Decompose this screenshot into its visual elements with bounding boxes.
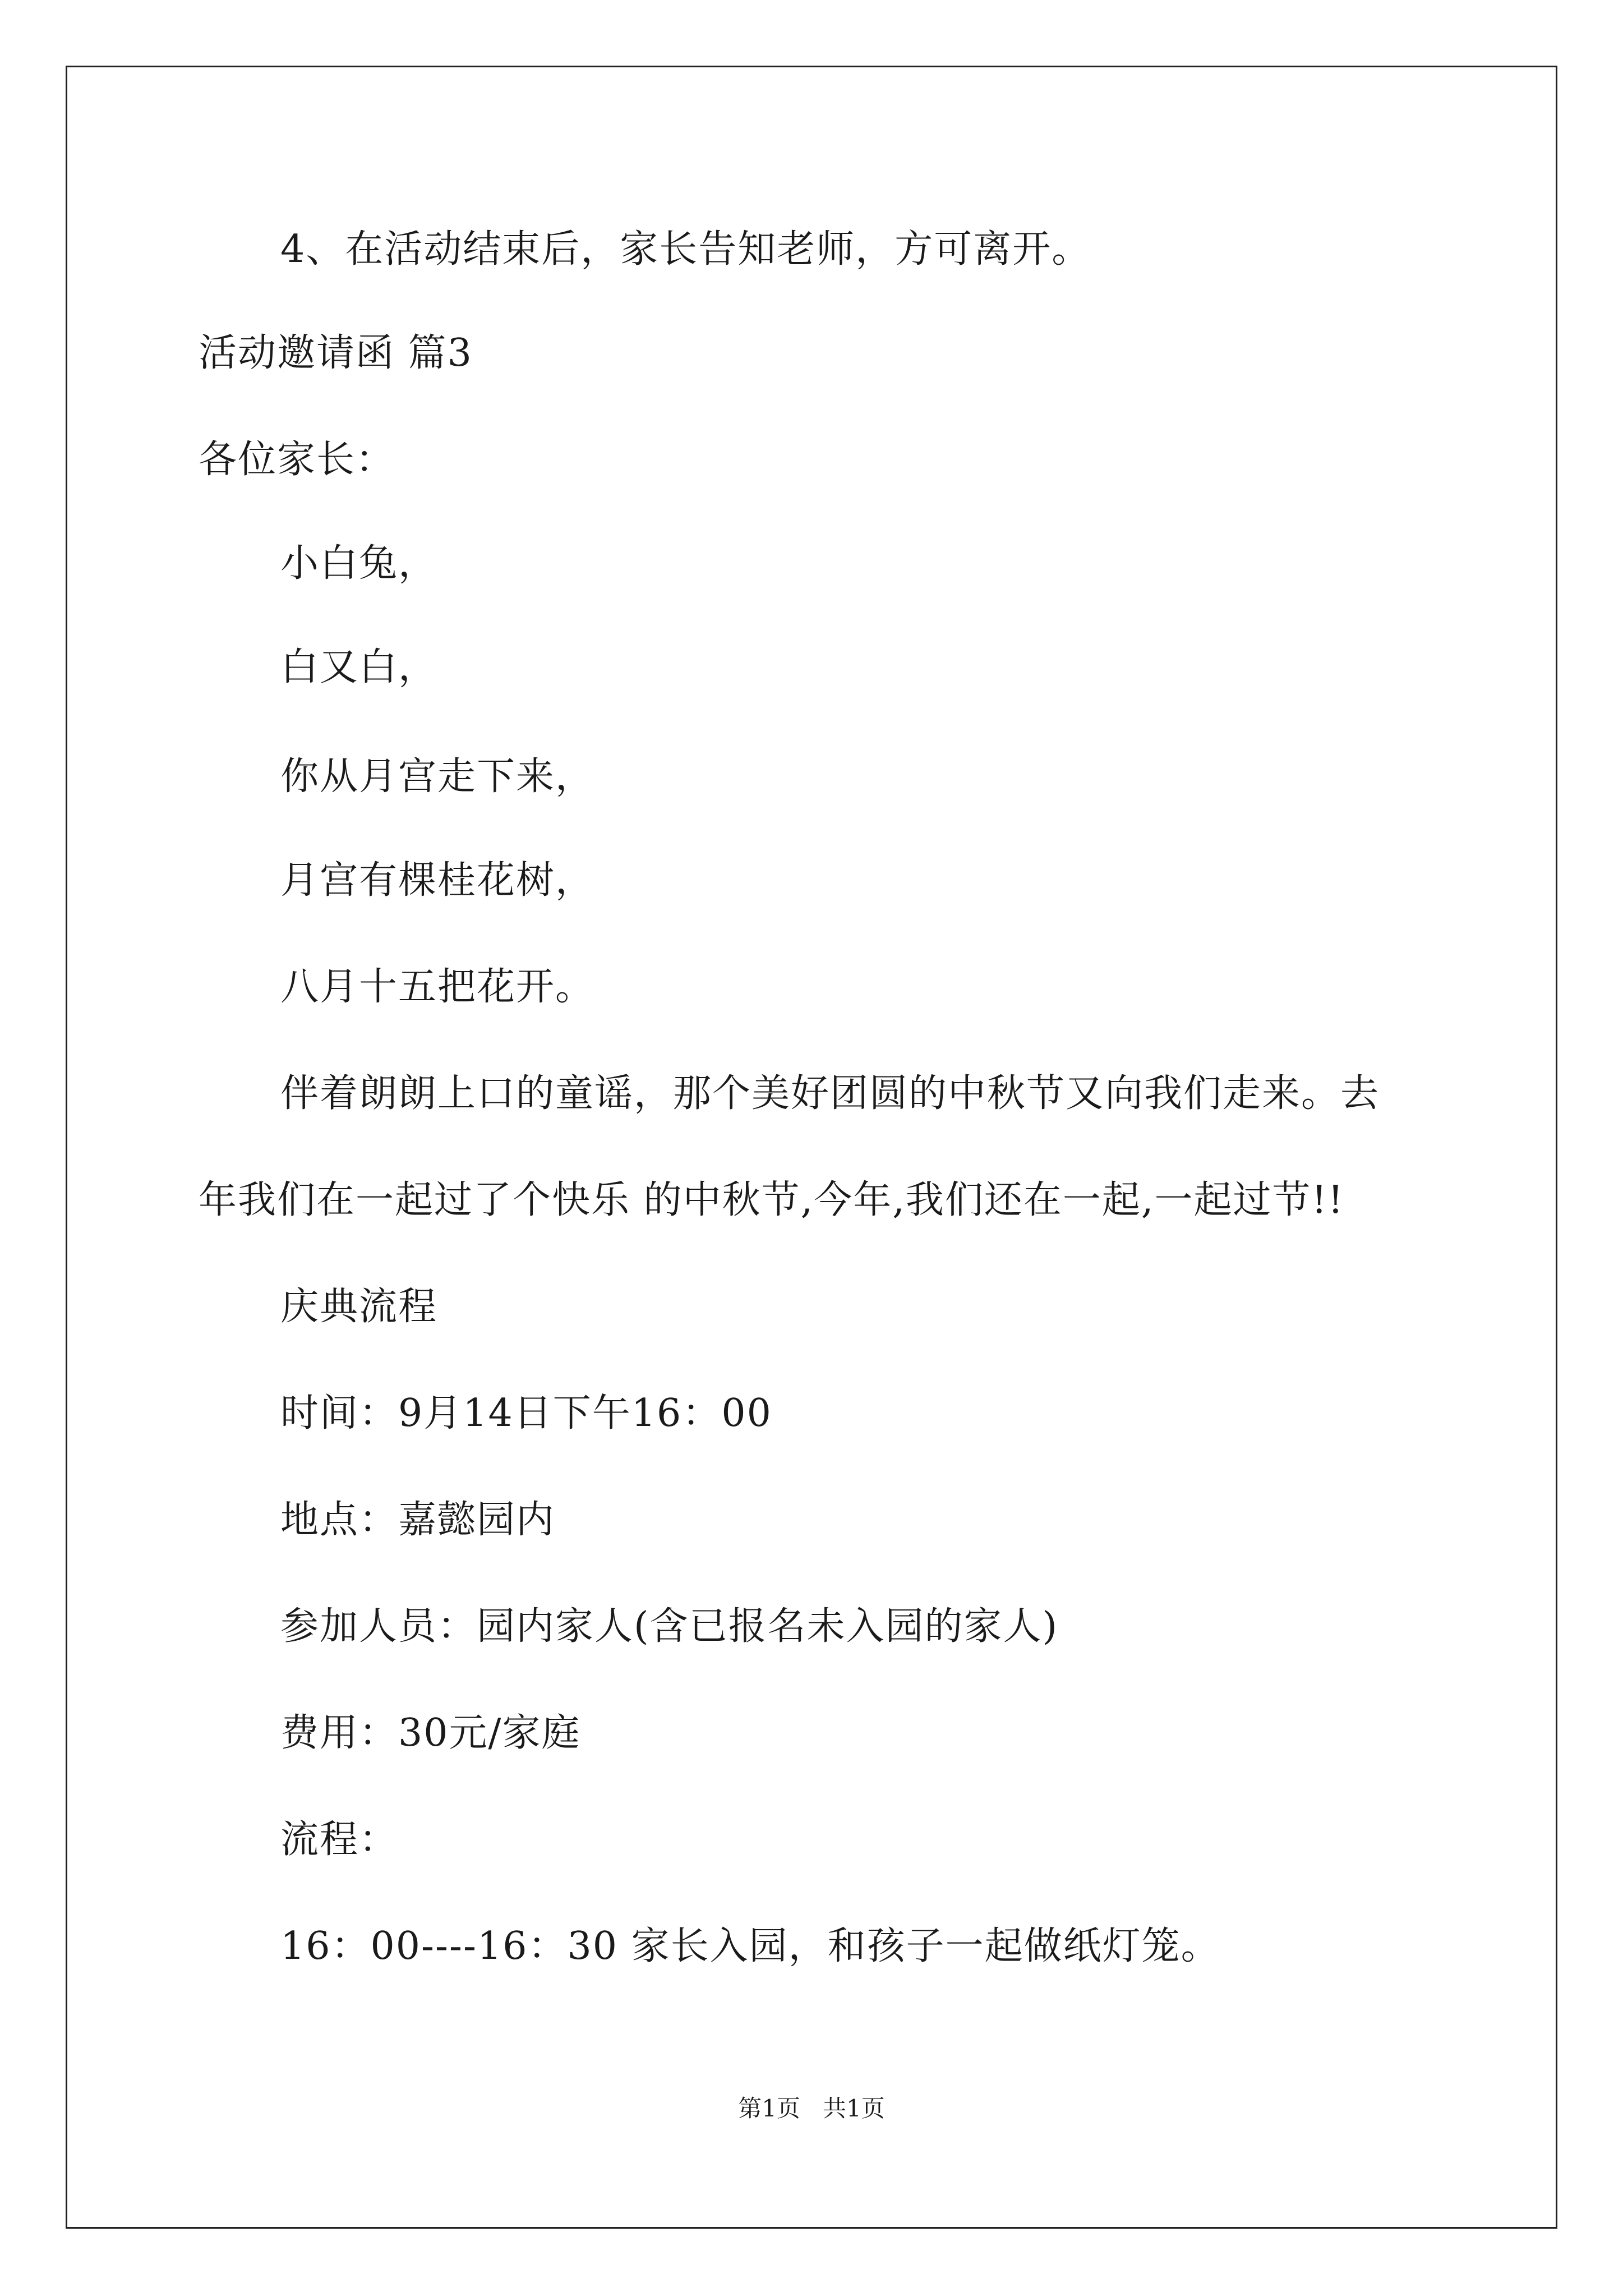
- paragraph-line: 4、在活动结束后，家长告知老师，方可离开。: [280, 227, 1091, 272]
- detail-time: 时间：9月14日下午16：00: [280, 1391, 772, 1435]
- poem-line: 白又白，: [280, 645, 438, 689]
- paragraph-line: 伴着朗朗上口的童谣，那个美好团圆的中秋节又向我们走来。去: [280, 1071, 1380, 1116]
- subheading: 庆典流程: [280, 1285, 438, 1329]
- schedule-item: 16：00----16：30 家长入园，和孩子一起做纸灯笼。: [280, 1924, 1220, 1968]
- detail-process-label: 流程：: [280, 1818, 399, 1862]
- detail-location: 地点：嘉懿园内: [280, 1498, 556, 1542]
- poem-line: 月宫有棵桂花树，: [280, 858, 595, 903]
- paragraph-line: 年我们在一起过了个快乐 的中秋节,今年,我们还在一起,一起过节!!: [199, 1178, 1345, 1222]
- section-heading: 活动邀请函 篇3: [199, 331, 473, 375]
- page-border: [66, 66, 1557, 2229]
- poem-line: 你从月宫走下来，: [280, 754, 595, 799]
- page-number-footer: 第1页 共1页: [738, 2095, 885, 2122]
- detail-participants: 参加人员：园内家人(含已报名未入园的家人): [280, 1604, 1059, 1649]
- poem-line: 八月十五把花开。: [280, 965, 595, 1009]
- salutation: 各位家长：: [199, 438, 395, 482]
- detail-fee: 费用：30元/家庭: [280, 1711, 581, 1755]
- poem-line: 小白兔，: [280, 541, 438, 586]
